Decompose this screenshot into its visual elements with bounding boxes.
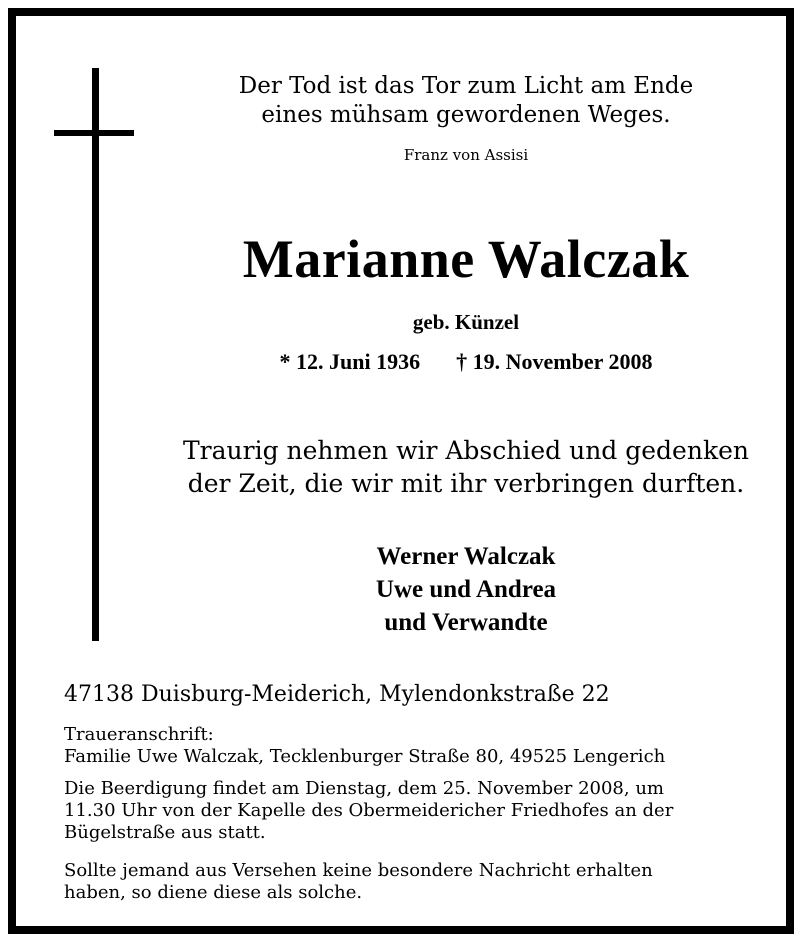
family-member: Werner Walczak xyxy=(376,543,556,570)
death-date: † 19. November 2008 xyxy=(456,349,653,374)
notice-line: haben, so diene diese als solche. xyxy=(64,882,363,903)
cross-icon xyxy=(92,68,99,641)
obituary-frame xyxy=(8,8,794,934)
home-address: 47138 Duisburg-Meiderich, Mylendonkstraße 22 xyxy=(64,682,610,707)
maiden-name: geb. Künzel xyxy=(412,310,520,334)
mourning-address xyxy=(64,724,784,768)
mourning-address-line: Familie Uwe Walczak, Tecklenburger Straße 80, 49525 Lengerich xyxy=(64,746,666,767)
family-list xyxy=(136,540,796,639)
farewell-text xyxy=(136,434,796,500)
family-member: und Verwandte xyxy=(384,609,548,636)
life-dates xyxy=(136,349,796,375)
quote-line: Der Tod ist das Tor zum Licht am Ende xyxy=(238,73,694,99)
funeral-line: Die Beerdigung findet am Dienstag, dem 25. November 2008, um xyxy=(64,778,664,799)
birth-date: * 12. Juni 1936 xyxy=(279,349,421,374)
quote-author: Franz von Assisi xyxy=(403,146,529,164)
funeral-line: Bügelstraße aus statt. xyxy=(64,822,266,843)
notice-line: Sollte jemand aus Versehen keine besondere Nachricht erhalten xyxy=(64,860,653,881)
funeral-line: 11.30 Uhr von der Kapelle des Obermeidericher Friedhofes an der xyxy=(64,800,674,821)
funeral-info xyxy=(64,778,784,844)
mourning-label: Traueranschrift: xyxy=(64,724,214,745)
deceased-name: Marianne Walczak xyxy=(242,229,690,289)
farewell-line: der Zeit, die wir mit ihr verbringen durften. xyxy=(187,469,745,498)
notice-text xyxy=(64,860,784,904)
quote-line: eines mühsam gewordenen Weges. xyxy=(261,102,671,128)
quote xyxy=(136,72,796,130)
family-member: Uwe und Andrea xyxy=(375,576,557,603)
farewell-line: Traurig nehmen wir Abschied und gedenken xyxy=(183,436,749,465)
cross-bar xyxy=(54,130,134,136)
